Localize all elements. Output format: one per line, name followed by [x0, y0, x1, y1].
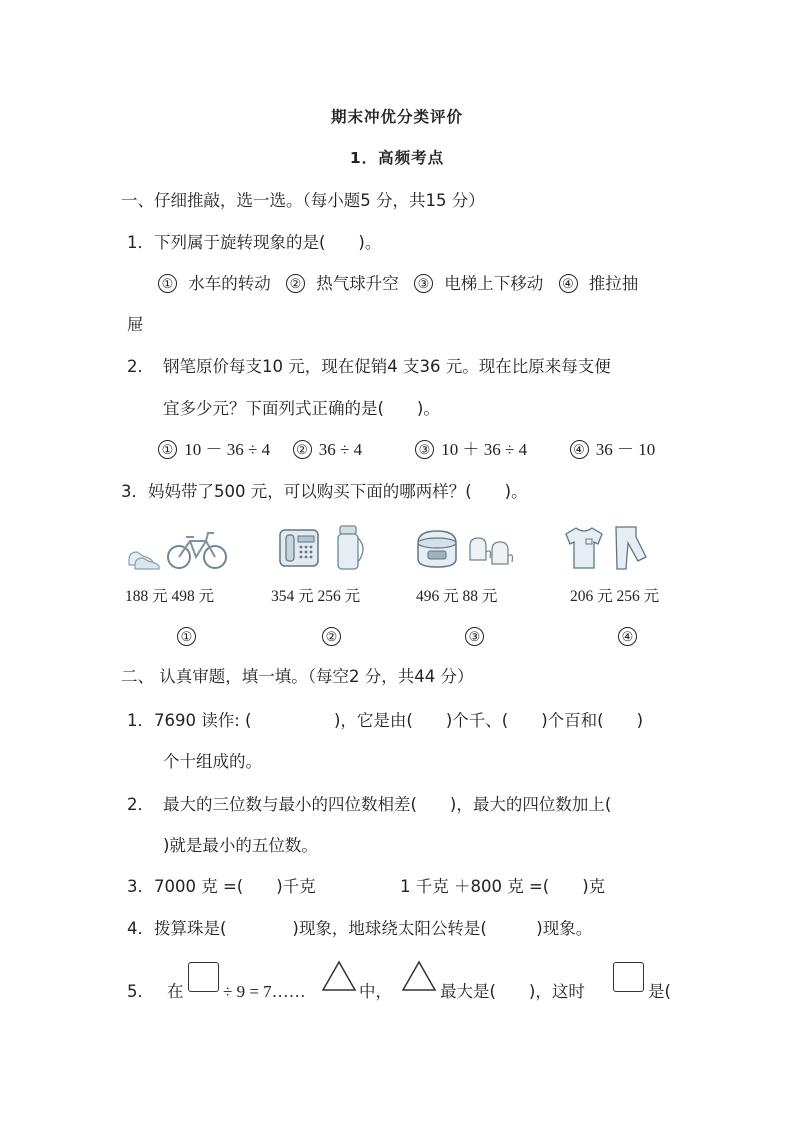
- q2-option4: 36 － 10: [595, 440, 656, 459]
- q1-option4: 推拉抽: [588, 274, 639, 293]
- q2-option4-number: ④: [570, 440, 589, 459]
- triangle-shape: [321, 960, 357, 992]
- q1-stem: 1．下列属于旋转现象的是( )。: [127, 233, 382, 252]
- q3-group1-label: ①: [177, 627, 196, 646]
- q2-options: [158, 439, 655, 461]
- gloves-icon: [466, 530, 518, 572]
- s2-q5-in: 在: [167, 982, 184, 1001]
- q1-option2: 热气球升空: [316, 274, 399, 293]
- q3-group4-label: ④: [618, 627, 637, 646]
- q1-option4-number: ④: [559, 274, 578, 293]
- s2-q5-number: 5．: [127, 982, 154, 1001]
- square-shape-2: [613, 962, 644, 992]
- q2-option1-number: ①: [158, 440, 177, 459]
- thermos-icon: [333, 524, 369, 572]
- q3-group3-prices: 496 元 88 元: [416, 588, 498, 605]
- s2-q2-line2: )就是最小的五位数。: [163, 836, 318, 855]
- shirt-icon: [564, 525, 604, 571]
- q1-option3: 电梯上下移动: [444, 274, 544, 293]
- phone-icon: [277, 524, 323, 570]
- rice-cooker-icon: [414, 527, 460, 571]
- q2-line1: 钢笔原价每支10 元，现在促销4 支36 元。现在比原来每支便: [163, 357, 611, 376]
- s2-q5-mid: 中，: [359, 982, 392, 1001]
- q3-group4-prices: 206 元 256 元: [570, 588, 660, 605]
- q1-option1-number: ①: [158, 274, 177, 293]
- q2-option2-number: ②: [293, 440, 312, 459]
- s2-q2-line1: 最大的三位数与最小的四位数相差( )，最大的四位数加上(: [163, 795, 612, 814]
- s2-q5-end: 是(: [648, 982, 671, 1001]
- shoes-icon: [127, 540, 163, 570]
- s2-q2-number: 2．: [127, 795, 154, 814]
- q1-option2-number: ②: [286, 274, 305, 293]
- section1-heading: 一、仔细推敲，选一选。（每小题5 分，共15 分）: [121, 191, 485, 210]
- bicycle-icon: [166, 527, 228, 571]
- q1-option1: 水车的转动: [188, 274, 271, 293]
- q2-option3-number: ③: [415, 440, 434, 459]
- q2-option3: 10 ＋ 36 ÷ 4: [441, 440, 528, 459]
- q2-line2: 宜多少元？下面列式正确的是( )。: [163, 399, 440, 418]
- q3-group2-label: ②: [322, 627, 341, 646]
- s2-q3-part1: 3．7000 克 =( )千克: [127, 877, 316, 896]
- s2-q3-part2: 1 千克 ＋800 克 =( )克: [400, 877, 606, 896]
- q2-option2: 36 ÷ 4: [318, 440, 363, 459]
- q3-group3-label: ③: [465, 627, 484, 646]
- section2-heading: 二、 认真审题，填一填。（每空2 分，共44 分）: [121, 667, 474, 686]
- triangle-shape-2: [401, 960, 437, 992]
- q1-option3-number: ③: [414, 274, 433, 293]
- q2-number: 2．: [127, 357, 154, 376]
- s2-q5-expression: ÷ 9 = 7……: [223, 982, 306, 1001]
- q3-group1-prices: 188 元 498 元: [125, 588, 215, 605]
- page-title: 期末冲优分类评价: [330, 108, 463, 126]
- q3-stem: 3．妈妈带了500 元，可以购买下面的哪两样？( )。: [121, 482, 528, 501]
- s2-q1-line1: 1．7690 读作: ( )，它是由( )个千、( )个百和( ): [127, 711, 644, 730]
- q1-option4-wrap: 屉: [127, 315, 144, 334]
- s2-q4-line: 4．拨算珠是( )现象，地球绕太阳公转是( )现象。: [127, 919, 593, 938]
- trousers-icon: [612, 524, 652, 572]
- q2-option1: 10 － 36 ÷ 4: [184, 440, 271, 459]
- s2-q1-line2: 个十组成的。: [163, 752, 262, 771]
- q3-group2-prices: 354 元 256 元: [271, 588, 361, 605]
- q1-options: [158, 273, 638, 295]
- square-shape: [188, 962, 219, 992]
- s2-q5-max: 最大是( )，这时: [440, 982, 585, 1001]
- page-subtitle: 1．高频考点: [349, 149, 445, 167]
